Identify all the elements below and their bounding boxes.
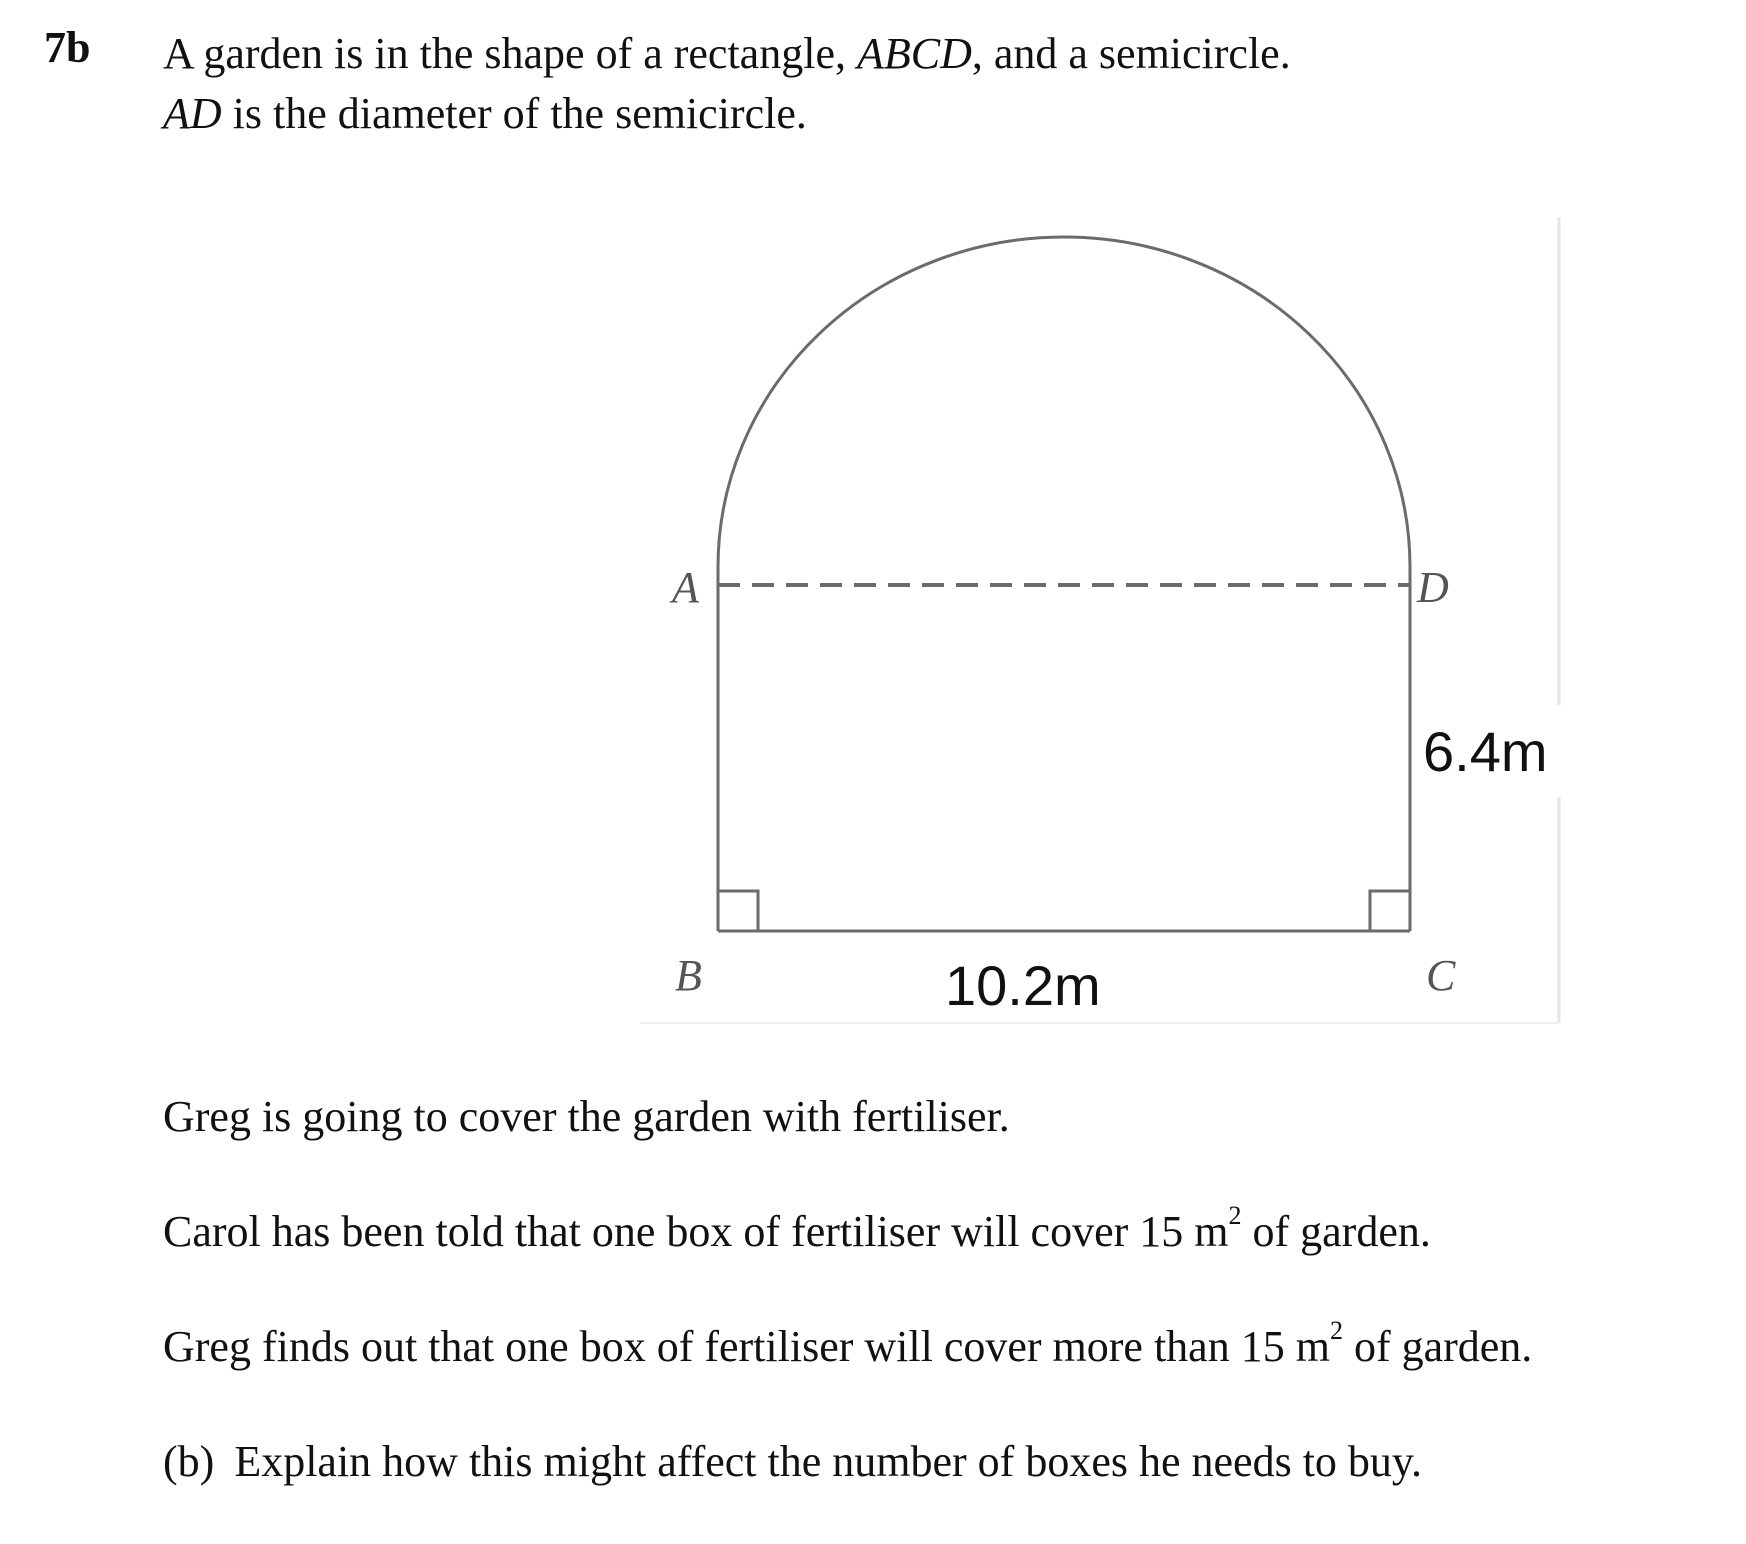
diameter-name: AD [163,89,222,138]
statement-carol-end: of garden. [1241,1207,1431,1256]
statement-greg-finds-text: Greg finds out that one box of fertiliser will cover more than 15 m [163,1322,1330,1371]
vertex-label-a: A [672,563,699,612]
squared-superscript: 2 [1228,1201,1242,1230]
intro-text-end: , and a semicircle. [971,29,1291,78]
semicircle-arc [718,237,1410,567]
intro-line-2-text: is the diameter of the semicircle. [221,89,807,138]
question-intro-line-1 [163,29,1291,78]
statement-carol [163,1201,1431,1256]
statement-greg: Greg is going to cover the garden with fertiliser. [163,1092,1010,1141]
question-intro-line-2 [163,89,807,138]
statement-carol-text: Carol has been told that one box of fertiliser will cover 15 m [163,1207,1229,1256]
garden-figure [640,205,1580,1025]
part-text: Explain how this might affect the number of boxes he needs to buy. [234,1437,1423,1486]
part-label: (b) [163,1437,215,1486]
height-measurement: 6.4m [1423,720,1548,783]
intro-text: A garden is in the shape of a rectangle, [163,29,857,78]
statement-greg-finds-end: of garden. [1342,1322,1533,1371]
vertex-label-b: B [675,951,702,1000]
right-angle-c [1370,891,1410,931]
question-part-b [163,1437,1423,1486]
vertex-label-c: C [1426,951,1456,1000]
question-number: 7b [44,23,91,72]
squared-superscript-2: 2 [1329,1316,1343,1345]
vertex-label-d: D [1417,563,1449,612]
rectangle-name: ABCD [856,29,972,78]
statement-greg-finds [163,1316,1533,1371]
right-angle-b [718,891,758,931]
garden-diagram [640,205,1580,1025]
width-measurement: 10.2m [945,954,1101,1017]
